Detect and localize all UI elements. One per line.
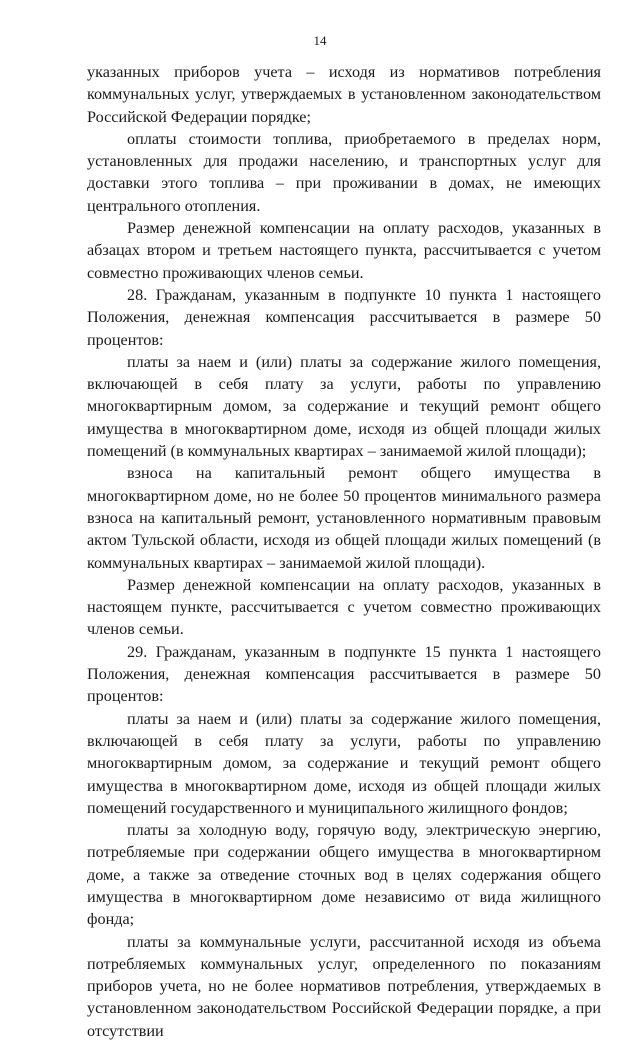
paragraph: Размер денежной компенсации на оплату расходов, указанных в абзацах втором и третьем настоящего пункта, рассчитывается с учетом совместно проживающих членов семьи. <box>87 219 601 282</box>
paragraph: платы за наем и (или) платы за содержание жилого помещения, включающей в себя плату за услуги, работы по управлению многоквартирным домом, за содержание и текущий ремонт общего имущества в многоквартирном доме, исходя из общей площади жилых помещений (в коммунальных квартирах – занимаемой жилой площади); <box>87 352 601 461</box>
paragraph: взноса на капитальный ремонт общего имущества в многоквартирном доме, но не более 50 процентов минимального размера взноса на капитальный ремонт, установленного нормативным правовым актом Тульской области, исходя из общей площади жилых помещений (в коммунальных квартирах – занимаемой жилой площади). <box>87 464 601 572</box>
paragraph: указанных приборов учета – исходя из нормативов потребления коммунальных услуг, утверждаемых в установленном законодательством Российской Федерации порядке; <box>87 63 601 126</box>
paragraph: оплаты стоимости топлива, приобретаемого в пределах норм, установленных для продажи населению, и транспортных услуг для доставки этого топлива – при проживании в домах, не имеющих центрального отопления. <box>87 129 601 215</box>
paragraph: платы за холодную воду, горячую воду, электрическую энергию, потребляемые при содержании общего имущества в многоквартирном доме, а также за отведение сточных вод в целях содержания общего имущества в многоквартирном доме независимо от вида жилищного фонда; <box>87 821 601 929</box>
paragraph: 28. Гражданам, указанным в подпункте 10 пункта 1 настоящего Положения, денежная компенсация рассчитывается в размере 50 процентов: <box>87 285 601 349</box>
paragraph: платы за коммунальные услуги, рассчитанной исходя из объема потребляемых коммунальных услуг, определенного по показаниям приборов учета, но не более нормативов потребления, утверждаемых в установленном законодательством Российской Федерации порядке, а при отсутствии <box>87 932 601 1040</box>
paragraph: платы за наем и (или) платы за содержание жилого помещения, включающей в себя плату за услуги, работы по управлению многоквартирным домом, за содержание и текущий ремонт общего имущества в многоквартирном доме, исходя из общей площади жилых помещений государственного и муниципального жилищного фондов; <box>87 709 601 817</box>
paragraph: 29. Гражданам, указанным в подпункте 15 пункта 1 настоящего Положения, денежная компенсация рассчитывается в размере 50 процентов: <box>87 642 601 706</box>
document-body <box>87 61 601 1042</box>
page-number: 14 <box>313 33 327 48</box>
paragraph: Размер денежной компенсации на оплату расходов, указанных в настоящем пункте, рассчитывается с учетом совместно проживающих членов семьи. <box>87 575 601 639</box>
